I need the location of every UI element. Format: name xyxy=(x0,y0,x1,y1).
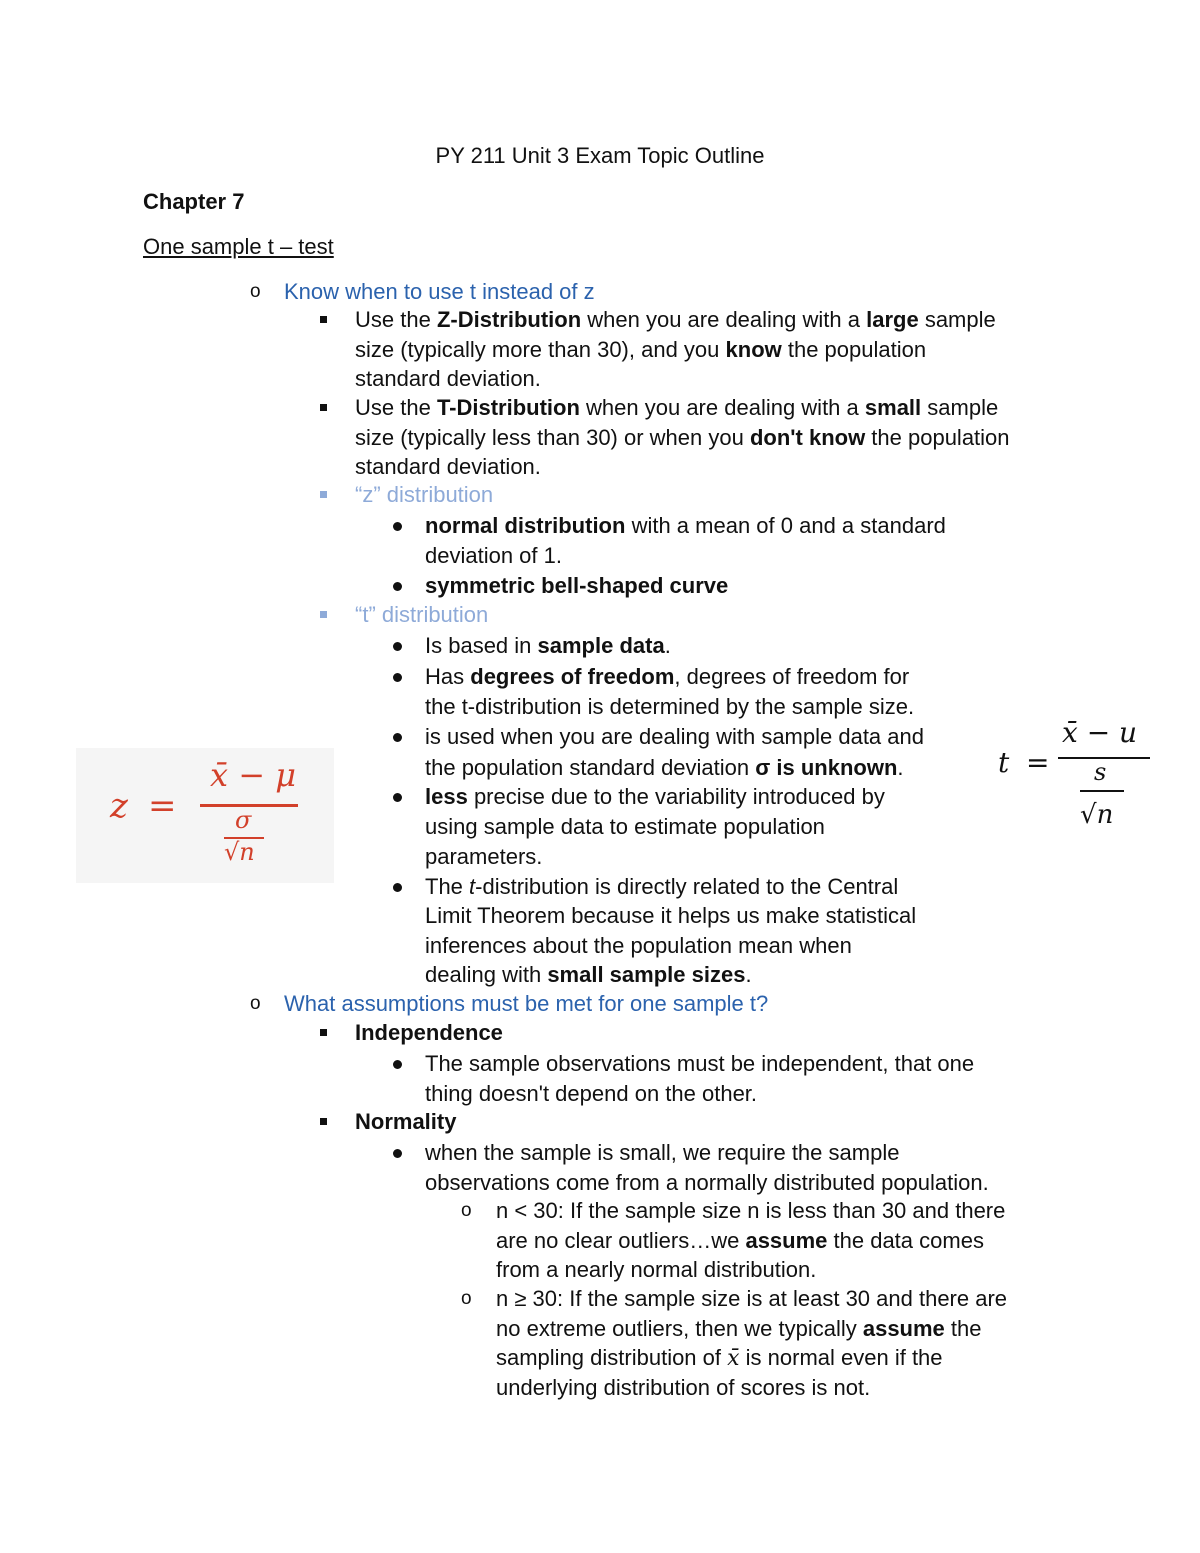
t-dist-item-4: less precise due to the variability introduced by xyxy=(425,784,885,809)
square-bullet-icon xyxy=(320,611,327,618)
independence-text-1: The sample observations must be independent, that one xyxy=(425,1051,975,1076)
t-dist-item-3: is used when you are dealing with sample data and xyxy=(425,724,924,749)
t-dist-item-5-cont3: dealing with small sample sizes. xyxy=(425,962,752,987)
t-dist-item-5: The t-distribution is directly related to the Central xyxy=(425,874,899,899)
round-bullet-icon xyxy=(393,733,402,742)
t-use-line-1: Use the T-Distribution when you are dealing with a small sample xyxy=(355,395,999,420)
question-1: Know when to use t instead of z xyxy=(284,279,595,304)
normality-heading: Normality xyxy=(355,1109,457,1134)
t-formula: t = x̄ − u s √n xyxy=(996,712,1156,842)
z-dist-item-2: symmetric bell-shaped curve xyxy=(425,573,729,598)
t-dist-item-4-cont: using sample data to estimate population xyxy=(425,814,825,839)
t-use-line-2: size (typically less than 30) or when you don't know the population xyxy=(355,425,1010,450)
z-use-line-3: standard deviation. xyxy=(355,366,541,391)
fraction-bar-small xyxy=(1080,790,1124,792)
z-formula: z = x̄ − μ σ √n xyxy=(76,748,334,883)
chapter-heading: Chapter 7 xyxy=(143,189,245,214)
z-dist-item-1: normal distribution with a mean of 0 and a standard xyxy=(425,513,946,538)
t-distribution-heading: “t” distribution xyxy=(355,602,489,627)
normality-sub-1-line-3: from a nearly normal distribution. xyxy=(496,1257,817,1282)
hollow-bullet-icon: o xyxy=(250,993,261,1014)
t-use-line-3: standard deviation. xyxy=(355,454,541,479)
round-bullet-icon xyxy=(393,1149,402,1158)
z-dist-item-1-cont: deviation of 1. xyxy=(425,543,562,568)
normality-sub-1-line-2: are no clear outliers…we assume the data comes xyxy=(496,1228,984,1253)
square-bullet-icon xyxy=(320,404,327,411)
normality-sub-1-line-1: n < 30: If the sample size n is less than 30 and there xyxy=(496,1198,1006,1223)
t-dist-item-2-cont: the t-distribution is determined by the sample size. xyxy=(425,694,915,719)
round-bullet-icon xyxy=(393,582,402,591)
normality-sub-2-line-4: underlying distribution of scores is not. xyxy=(496,1375,871,1400)
round-bullet-icon xyxy=(393,522,402,531)
z-distribution-heading: “z” distribution xyxy=(355,482,494,507)
t-dist-item-5-cont: Limit Theorem because it helps us make statistical xyxy=(425,903,917,928)
square-bullet-icon xyxy=(320,1029,327,1036)
normality-sub-2-line-2: no extreme outliers, then we typically assume the xyxy=(496,1316,982,1341)
hollow-bullet-icon: o xyxy=(461,1288,472,1309)
normality-text-2: observations come from a normally distributed population. xyxy=(425,1170,989,1195)
independence-text-2: thing doesn't depend on the other. xyxy=(425,1081,758,1106)
z-use-line-1: Use the Z-Distribution when you are dealing with a large sample xyxy=(355,307,996,332)
normality-text-1: when the sample is small, we require the sample xyxy=(425,1140,900,1165)
round-bullet-icon xyxy=(393,1060,402,1069)
t-dist-item-5-cont2: inferences about the population mean when xyxy=(425,933,852,958)
square-bullet-icon xyxy=(320,316,327,323)
t-dist-item-2: Has degrees of freedom, degrees of freedom for xyxy=(425,664,910,689)
question-2: What assumptions must be met for one sample t? xyxy=(284,991,769,1016)
round-bullet-icon xyxy=(393,642,402,651)
square-bullet-icon xyxy=(320,1118,327,1125)
square-bullet-icon xyxy=(320,491,327,498)
t-dist-item-3-cont: the population standard deviation σ is unknown. xyxy=(425,755,904,780)
round-bullet-icon xyxy=(393,793,402,802)
page-title: PY 211 Unit 3 Exam Topic Outline xyxy=(435,143,765,168)
independence-heading: Independence xyxy=(355,1020,503,1045)
round-bullet-icon xyxy=(393,673,402,682)
z-use-line-2: size (typically more than 30), and you know the population xyxy=(355,337,927,362)
normality-sub-2-line-3: sampling distribution of x̄ is normal even if the xyxy=(496,1345,943,1371)
section-heading: One sample t – test xyxy=(143,234,334,259)
round-bullet-icon xyxy=(393,883,402,892)
normality-sub-2-line-1: n ≥ 30: If the sample size is at least 30 and there are xyxy=(496,1286,1008,1311)
hollow-bullet-icon: o xyxy=(250,281,261,302)
t-dist-item-4-cont2: parameters. xyxy=(425,844,543,869)
t-dist-item-1: Is based in sample data. xyxy=(425,633,671,658)
hollow-bullet-icon: o xyxy=(461,1200,472,1221)
